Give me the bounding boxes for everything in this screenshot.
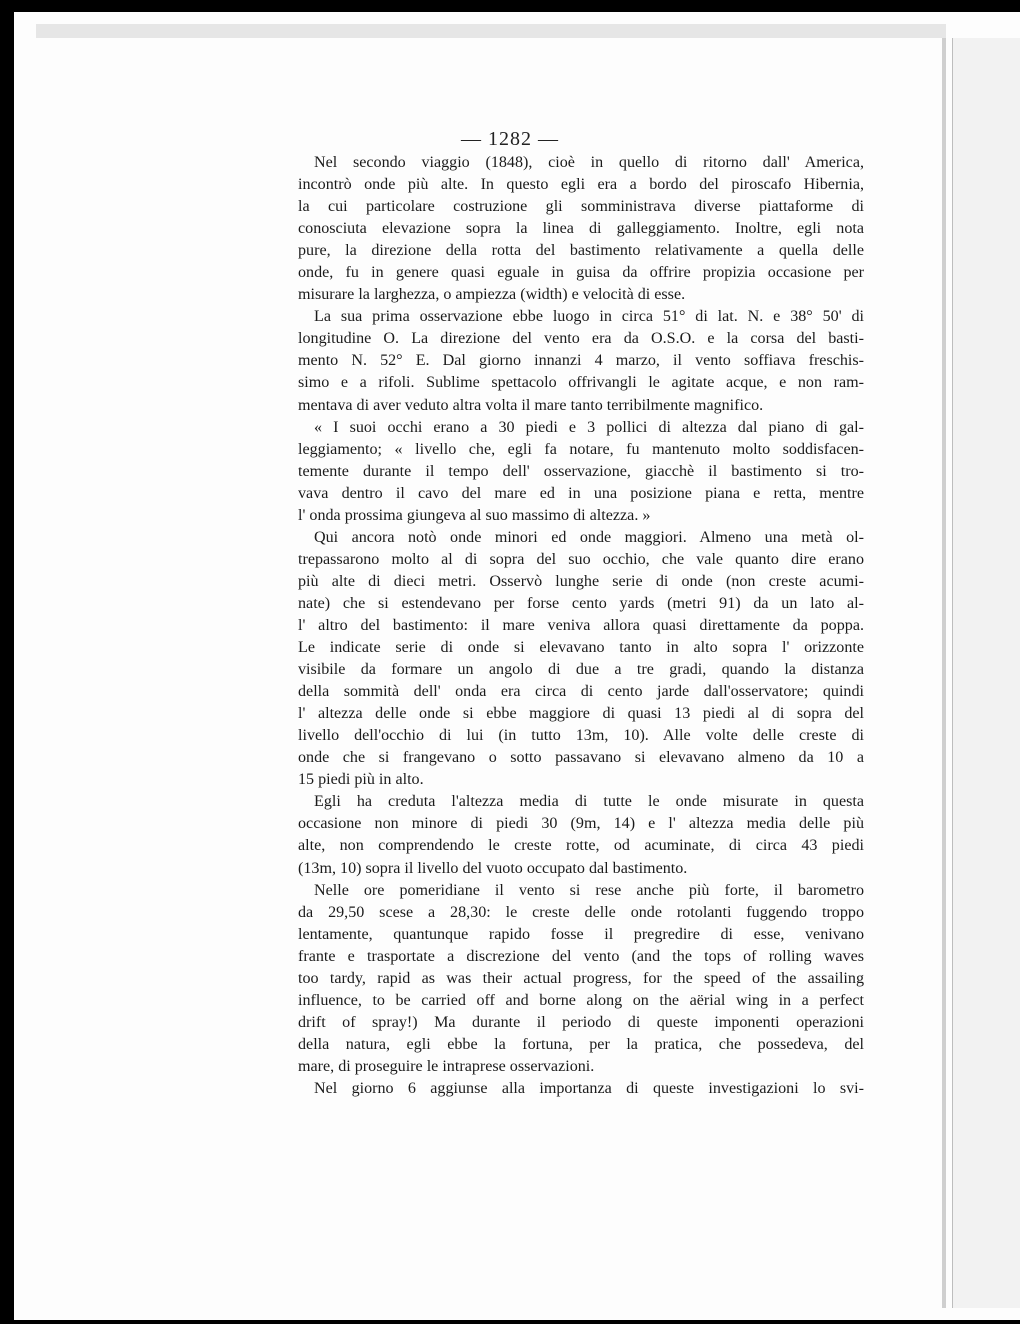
text-line: frante e trasportate a discrezione del vento (and the tops of rolling waves [298,947,864,965]
text-line: da 29,50 scese a 28,30: le creste delle onde rotolanti fuggendo troppo [298,903,864,921]
text-line: nate) che si estendevano per forse cento yards (metri 91) da un lato al- [298,594,864,612]
text-line: Nel secondo viaggio (1848), cioè in quello di ritorno dall' America, [314,154,864,171]
text-line: longitudine O. La direzione del vento era da O.S.O. e la corsa del basti- [298,330,864,348]
text-line: trepassarono molto al di sopra del suo occhio, che vale quanto dire erano [298,550,864,568]
text-line: visibile da formare un angolo di due a tre gradi, quando la distanza [298,661,864,679]
text-line: conosciuta elevazione sopra la linea di galleggiamento. Inoltre, egli nota [298,220,864,238]
text-line: Nel giorno 6 aggiunse alla importanza di queste investigazioni lo svi- [314,1079,864,1097]
text-line: misurare la larghezza, o ampiezza (width) e velocità di esse. [298,286,686,304]
page-number: — 1282 — [461,128,559,150]
text-line: Qui ancora notò onde minori ed onde maggiori. Almeno una metà ol- [314,528,864,546]
text-line: simo e a rifoli. Sublime spettacolo offrivangli le agitate acque, e non ram- [298,374,864,392]
text-line: too tardy, rapid as was their actual progress, for the speed of the assailing [298,969,864,987]
text-line: l' altro del bastimento: il mare veniva allora quasi direttamente da poppa. [298,616,864,634]
text-line: la cui particolare costruzione gli somministrava diverse piattaforme di [298,198,864,216]
text-line: onde, fu in genere quasi eguale in guisa da offrire propizia occasione per [298,264,864,282]
text-line: della sommità dell' onda era circa di cento jarde dall'osservatore; quindi [298,683,864,701]
text-line: leggiamento; « livello che, egli fa notare, fu mantenuto molto soddisfacen- [298,440,864,458]
text-line: lentamente, quantunque rapido fosse il pregredire di esse, venivano [298,925,864,943]
text-line: « I suoi occhi erano a 30 piedi e 3 pollici di altezza dal piano di gal- [314,418,864,436]
text-line: pure, la direzione della rotta del bastimento relativamente a quella delle [298,242,864,260]
text-line: (13m, 10) sopra il livello del vuoto occupato dal bastimento. [298,859,688,877]
page-top-edge [36,24,946,38]
text-line: 15 piedi più in alto. [298,771,424,789]
text-line: incontrò onde più alte. In questo egli era a bordo del piroscafo Hibernia, [298,176,864,194]
text-line: onde che si frangevano o sotto passavano si elevavano almeno da 10 a [298,749,864,767]
text-line: livello dell'occhio di lui (in tutto 13m, 10). Alle volte delle creste di [298,727,864,745]
text-line: vava dentro il cavo del mare ed in una posizione piana e retta, mentre [298,484,864,502]
page-fold-shadow [942,38,946,1308]
text-line: Le indicate serie di onde si elevavano tanto in alto sopra l' orizzonte [298,639,864,657]
text-line: occasione non minore di piedi 30 (9m, 14) e l' altezza media delle più [298,815,864,833]
text-line: l' onda prossima giungeva al suo massimo di altezza. » [298,506,651,524]
text-line: Nelle ore pomeridiane il vento si rese anche più forte, il barometro [314,881,864,899]
text-line: mentava di aver veduto altra volta il mare tanto terribilmente magnifico. [298,396,764,414]
text-line: mento N. 52° E. Dal giorno innanzi 4 marzo, il vento soffiava freschis- [298,352,864,370]
text-line: della natura, egli ebbe la fortuna, per la pratica, che possedeva, del [298,1035,864,1053]
text-line: temente durante il tempo dell' osservazione, giacchè il bastimento si tro- [298,462,864,480]
body-text [298,152,864,1100]
text-line: influence, to be carried off and borne along on the aërial wing in a perfect [298,991,864,1009]
text-line: mare, di proseguire le intraprese osservazioni. [298,1057,595,1075]
text-line: drift of spray!) Ma durante il periodo di queste imponenti operazioni [298,1013,864,1031]
text-line: alte, non comprendendo le creste rotte, od acuminate, di circa 43 piedi [298,837,864,855]
text-line: più alte di dieci metri. Osservò lunghe serie di onde (non creste acumi- [298,572,864,590]
text-line: La sua prima osservazione ebbe luogo in circa 51° di lat. N. e 38° 50' di [314,308,864,326]
text-line: l' altezza delle onde si ebbe maggiore di quasi 13 piedi al di sopra del [298,705,864,723]
text-line: Egli ha creduta l'altezza media di tutte le onde misurate in questa [314,793,864,811]
adjacent-page-edge [952,38,1020,1308]
